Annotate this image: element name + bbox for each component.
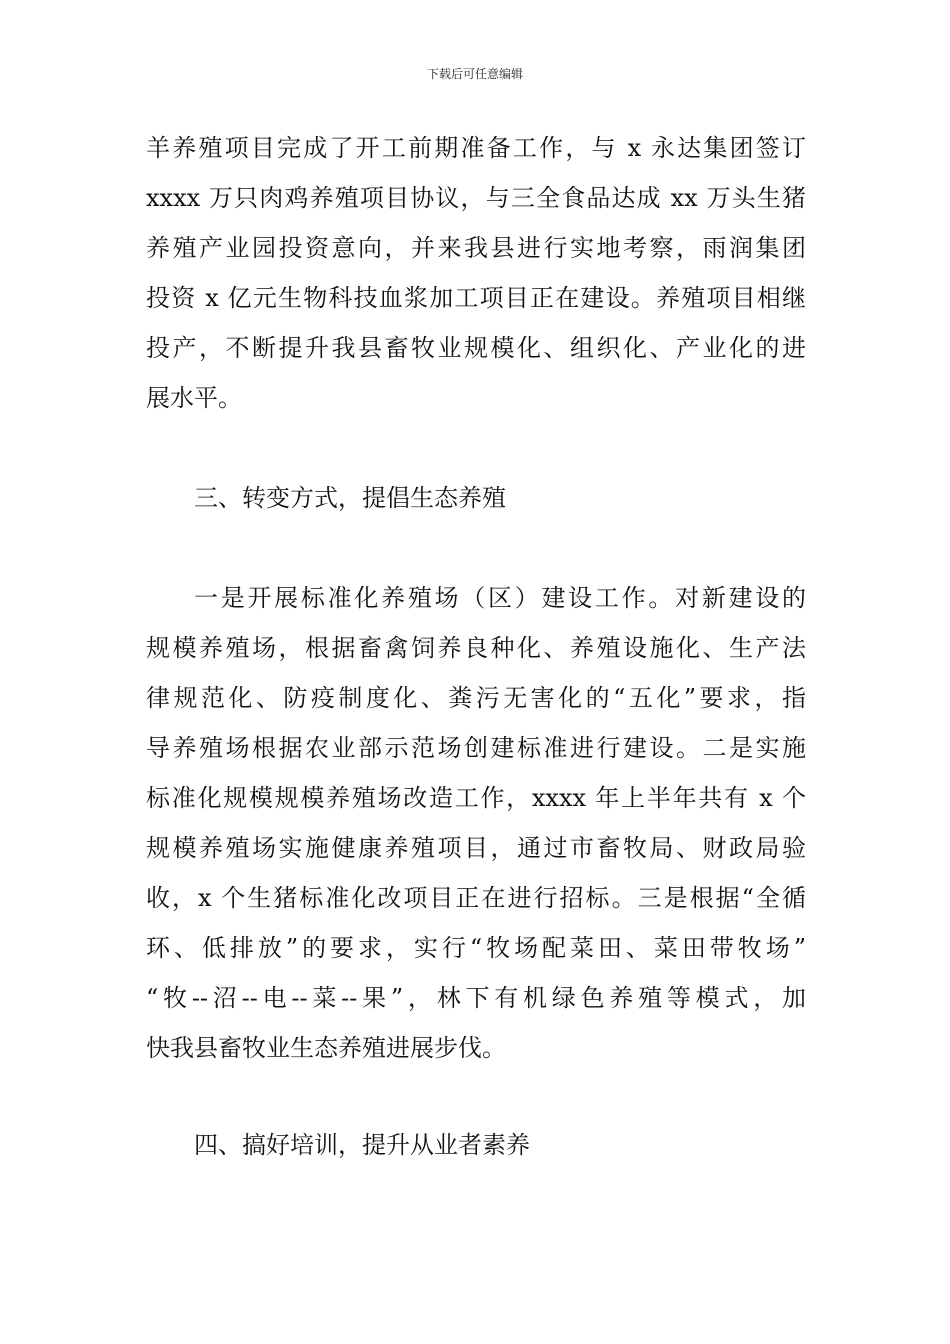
paragraph-line: 展水平。: [146, 384, 242, 412]
paragraph-line: 律规范化、防疫制度化、粪污无害化的“五化”要求，指: [146, 684, 806, 712]
paragraph-line: 规模养殖场实施健康养殖项目，通过市畜牧局、财政局验: [146, 834, 806, 862]
paragraph-line: 环、低排放”的要求，实行“牧场配菜田、菜田带牧场”: [146, 934, 806, 962]
section-heading-3: 三、转变方式，提倡生态养殖: [194, 484, 506, 512]
paragraph-line: 一是开展标准化养殖场（区）建设工作。对新建设的: [194, 584, 806, 612]
paragraph-line: 导养殖场根据农业部示范场创建标准进行建设。二是实施: [146, 734, 806, 762]
paragraph-line: 快我县畜牧业生态养殖进展步伐。: [146, 1034, 506, 1062]
section-heading-4: 四、搞好培训，提升从业者素养: [194, 1131, 530, 1159]
paragraph-line: 投产，不断提升我县畜牧业规模化、组织化、产业化的进: [146, 334, 806, 362]
paragraph-line: 标准化规模规模养殖场改造工作，xxxx 年上半年共有 x 个: [146, 784, 806, 812]
page-header: 下载后可任意编辑: [426, 67, 523, 81]
paragraph-line: “牧--沼--电--菜--果”，林下有机绿色养殖等模式，加: [146, 984, 806, 1012]
paragraph-line: xxxx 万只肉鸡养殖项目协议，与三全食品达成 xx 万头生猪: [146, 184, 806, 212]
paragraph-line: 养殖产业园投资意向，并来我县进行实地考察，雨润集团: [146, 234, 806, 262]
paragraph-line: 规模养殖场，根据畜禽饲养良种化、养殖设施化、生产法: [146, 634, 806, 662]
paragraph-2: [146, 573, 806, 1073]
paragraph-line: 投资 x 亿元生物科技血浆加工项目正在建设。养殖项目相继: [146, 284, 806, 312]
paragraph-1: [146, 123, 806, 423]
paragraph-line: 收，x 个生猪标准化改项目正在进行招标。三是根据“全循: [146, 884, 806, 912]
paragraph-line: 羊养殖项目完成了开工前期准备工作，与 x 永达集团签订: [146, 134, 806, 162]
